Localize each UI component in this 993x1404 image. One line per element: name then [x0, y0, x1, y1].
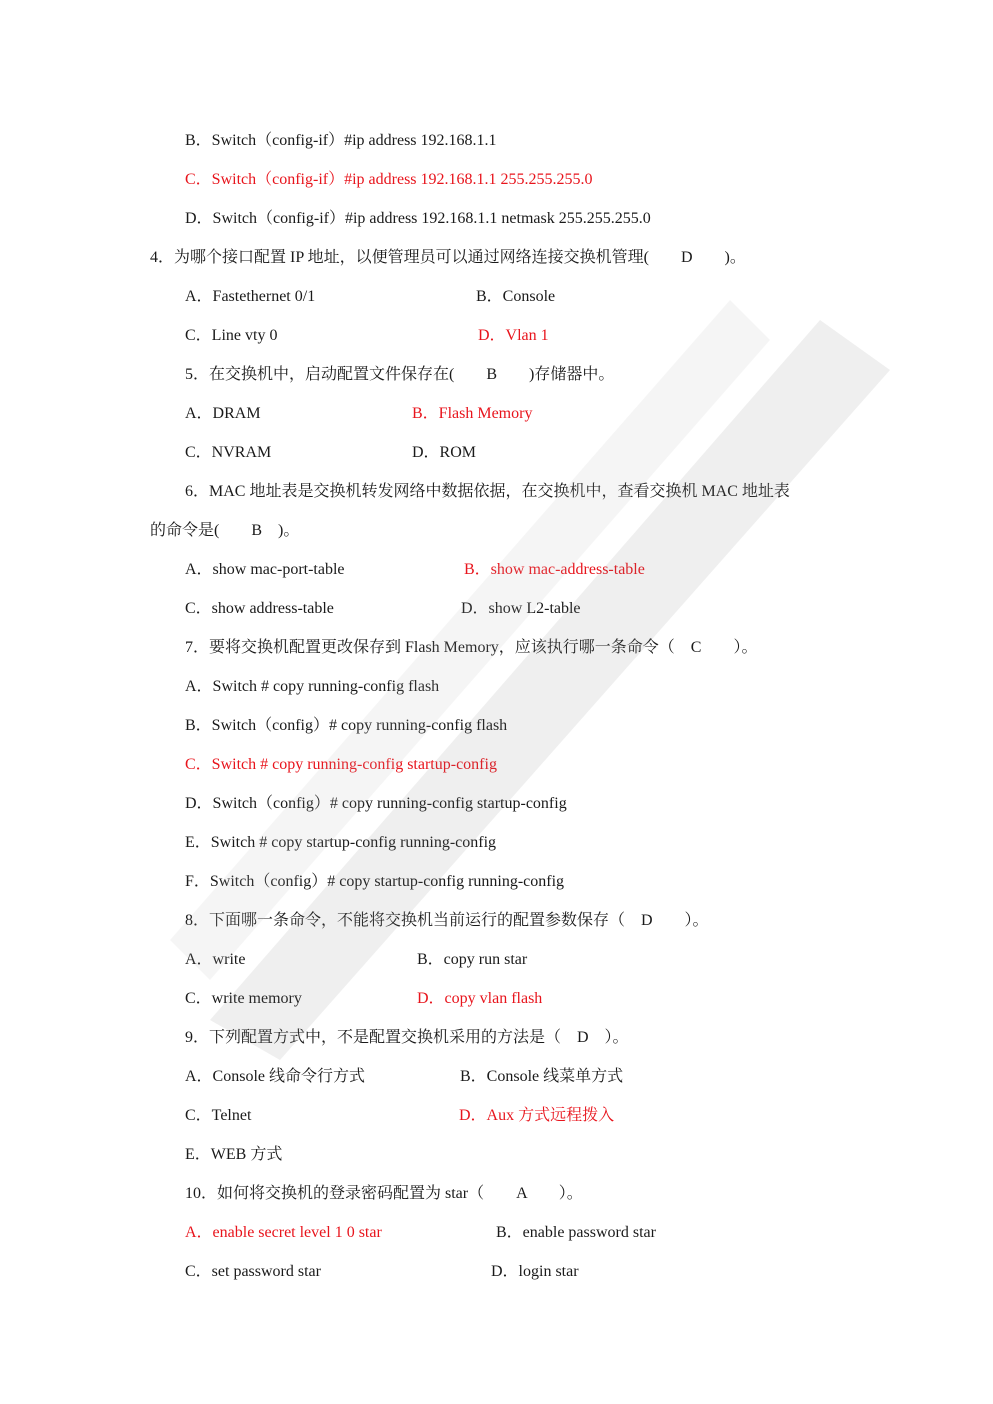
question-5: 5．在交换机中，启动配置文件保存在( B )存储器中。 [185, 366, 615, 383]
line: B．enable password star [496, 1224, 656, 1241]
line-answer: D．Vlan 1 [478, 327, 549, 344]
line: B．copy run star [417, 951, 528, 968]
line: A．show mac-port-table [185, 561, 345, 578]
line: E．Switch # copy startup-config running-config [185, 834, 497, 851]
question-9: 9．下列配置方式中，不是配置交换机采用的方法是（ D ）。 [185, 1029, 629, 1046]
line: C．show address-table [185, 600, 334, 617]
line: C．Telnet [185, 1107, 252, 1124]
question-4: 4．为哪个接口配置 IP 地址，以便管理员可以通过网络连接交换机管理( D )。 [150, 249, 746, 266]
line: B．Console 线菜单方式 [460, 1068, 624, 1085]
line: C．NVRAM [185, 444, 272, 461]
line: A．DRAM [185, 405, 261, 422]
question-10: 10．如何将交换机的登录密码配置为 star（ A ）。 [185, 1185, 583, 1202]
line-answer: B．show mac-address-table [464, 561, 645, 578]
line: A．Console 线命令行方式 [185, 1068, 366, 1085]
line: B．Switch（config）# copy running-config flash [185, 717, 508, 734]
line: D．Switch（config）# copy running-config startup-config [185, 795, 567, 812]
line: D．Switch（config-if）#ip address 192.168.1.1 netmask 255.255.255.0 [185, 210, 651, 227]
question-8: 8．下面哪一条命令，不能将交换机当前运行的配置参数保存（ D ）。 [185, 912, 709, 929]
line: C．write memory [185, 990, 302, 1007]
line: E．WEB 方式 [185, 1146, 283, 1163]
line: 的命令是( B )。 [150, 522, 300, 539]
line-answer: D．Aux 方式远程拨入 [459, 1107, 615, 1124]
line: D．show L2-table [461, 600, 581, 617]
line: C．Line vty 0 [185, 327, 278, 344]
line: A．Fastethernet 0/1 [185, 288, 316, 305]
line-answer: D．copy vlan flash [417, 990, 543, 1007]
line: A．write [185, 951, 246, 968]
line: D．login star [491, 1263, 579, 1280]
line: C．set password star [185, 1263, 321, 1280]
line: A．Switch # copy running-config flash [185, 678, 440, 695]
line: B．Console [476, 288, 556, 305]
line-answer: C．Switch（config-if）#ip address 192.168.1.1 255.255.255.0 [185, 171, 593, 188]
line-answer: A．enable secret level 1 0 star [185, 1224, 382, 1241]
line-answer: C．Switch # copy running-config startup-config [185, 756, 497, 773]
line: F．Switch（config）# copy startup-config running-config [185, 873, 565, 890]
line: D．ROM [412, 444, 477, 461]
line: B．Switch（config-if）#ip address 192.168.1.1 [185, 132, 497, 149]
line-answer: B．Flash Memory [412, 405, 533, 422]
question-6: 6．MAC 地址表是交换机转发网络中数据依据，在交换机中，查看交换机 MAC 地址表 [185, 483, 790, 500]
question-7: 7．要将交换机配置更改保存到 Flash Memory，应该执行哪一条命令（ C ）。 [185, 639, 758, 656]
